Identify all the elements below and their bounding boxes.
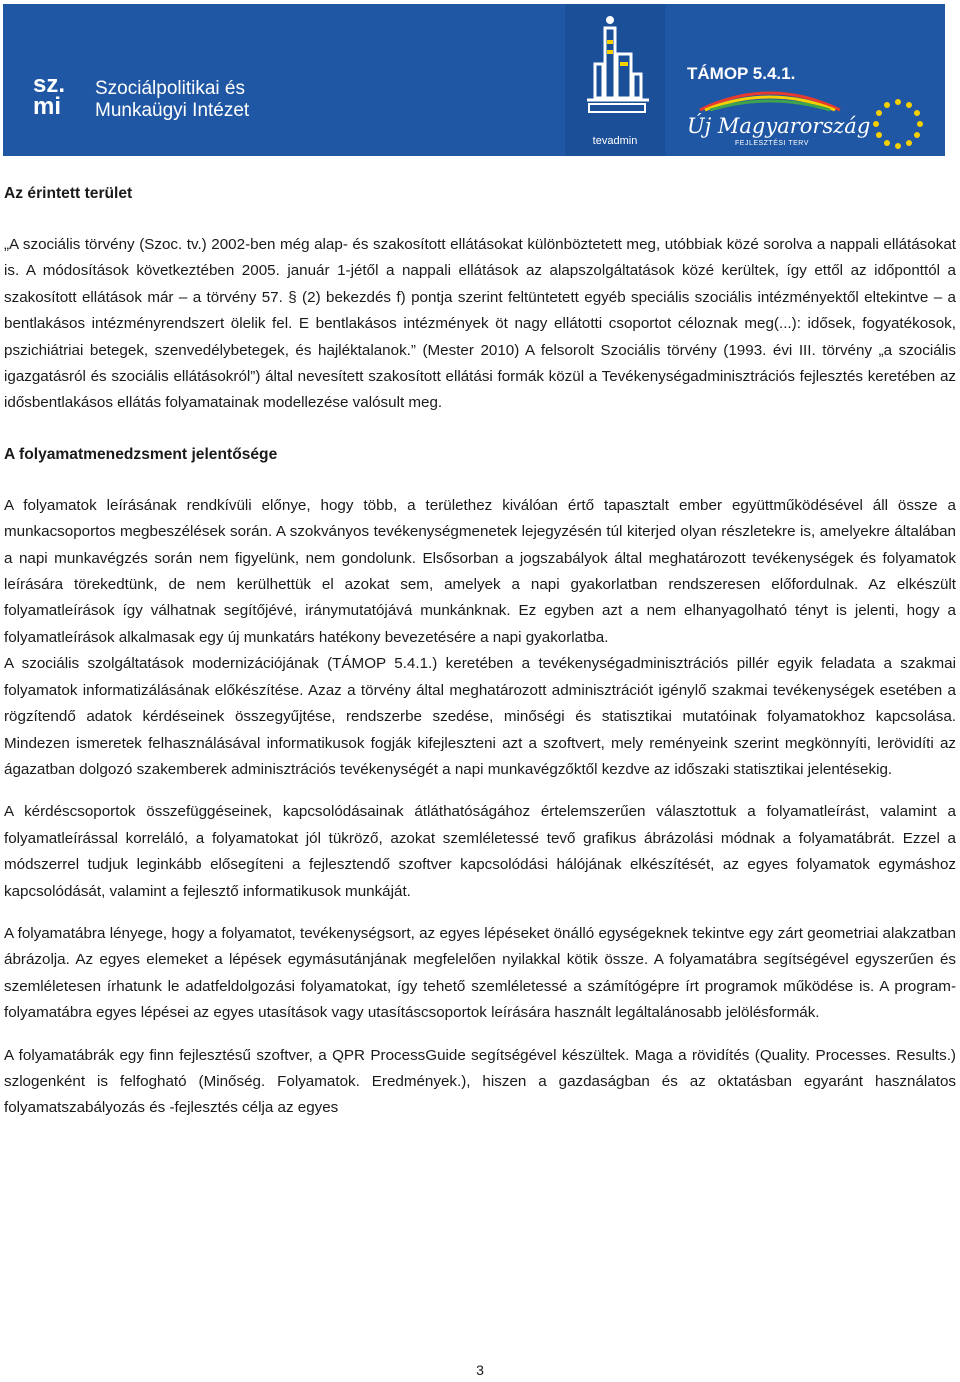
paragraph-question-groups: A kérdéscsoportok összefüggéseinek, kapcsolódásainak átláthatóságához értelemszerűen választottuk a folyamatleírást, valamint a folyamatleírással korreláló, a folyamatokat jól tükröző, azokat szemléletessé tevő grafikus ábrázolási módnak a folyamatábrát. Ezzel a módszerrel tudjuk leginkább elősegíteni a fejlesztendő szoftver kapcsolódási hálójának elkészítését, az egyes folyamatok egymáshoz kapcsolódását, valamint a fejlesztő informatikusok munkáját. xyxy=(4,803,956,900)
paragraph-qpr: A folyamatábrák egy finn fejlesztésű szoftver, a QPR ProcessGuide segítségével készültek. Maga a rövidítés (Quality. Processes. Results.) szlogenként is felfogható (Minőség. Folyamatok. Eredmények.), hiszen a gazdaságban és az oktatásban egyaránt használatos folyamatszabályozás és -fejlesztés célja az egyes xyxy=(4,1046,956,1117)
org-name-line1: Szociálpolitikai és xyxy=(95,78,245,99)
paragraph-process-advantages: A folyamatok leírásának rendkívüli előnye, hogy több, a területhez kiválóan értő tapasztalt ember együttműködésével áll össze a munkacsoportos megbeszélések során. A szokványos tevékenységmenetek lejegyzésén túl kiterjed olyan részletekre is, amelyekre általában a napi munkavégzés során nem figyelünk, nem gondolunk. Elsősorban a jogszabályok által meghatározott tevékenységek és folyamatok leírására törekedtünk, de nem kerülhettük el azokat sem, amelyek a napi gyakorlatban rendszeresen előfordulnak. Az elkészült folyamatleírások így válhatnak segítőjévé, iránymutatójává munkánknak. Ez egyben azt a nem elhanyagolható tényt is jelenti, hogy a folyamatleírások alkalmasak egy új munkatárs hatékony bevezetésére a napi gyakorlatba. xyxy=(4,496,956,646)
szmi-logo-mark xyxy=(33,71,91,126)
paragraph-modernization: A szociális szolgáltatások modernizációjának (TÁMOP 5.4.1.) keretében a tevékenységadminisztrációs pillér egyik feladata a szakmai folyamatok informatizálásának előkészítése. Azaz a törvény által meghatározott adminisztrációt igénylő szakmai tevékenységek esetében a rögzítendő adatok kérdéseinek összegyűjtése, rendszerbe szedése, minőségi és statisztikai mutatóinak folyamatokhoz kapcsolása. Mindezen ismeretek felhasználásával informatikusok fogják kifejleszteni azt a szoftvert, mely reményeink szerint megkönnyíti, lerövidíti az ágazatban dolgozó szakemberek adminisztrációs tevékenységét a napi munkavégzőktől kezdve az időszaki statisztikai jelentésekig. xyxy=(4,655,956,778)
fejlesztesi-terv-text: FEJLESZTÉSI TERV xyxy=(735,140,809,147)
tamop-label: TÁMOP 5.4.1. xyxy=(687,64,796,83)
org-name xyxy=(95,78,249,122)
uj-magyarorszag-logo xyxy=(677,106,871,152)
logo-letters-bottom: mi xyxy=(33,93,62,120)
paragraph-affected-area: „A szociális törvény (Szoc. tv.) 2002-ben még alap- és szakosított ellátásokat különböztetett meg, utóbbiak közé sorolva a nappali ellátásokat is. A módosítások következtében 2005. január 1-jétől a nappali ellátások az alapszolgáltatások közé kerültek, így ettől az időponttól a szakosított ellátások már – a törvény 57. § (2) bekezdés f) pontja szerint feltüntetett egyéb speciális szociális intézményektől eltekintve – a bentlakásos intézményrendszert ölelik fel. E bentlakásos intézmények öt nagy ellátotti csoportot céloznak meg(...): idősek, fogyatékosok, pszichiátriai betegek, szenvedélybetegek, és hajléktalanok.” (Mester 2010) A felsorolt Szociális törvény (1993. évi III. törvény „a szociális igazgatásról és szociális ellátásokról”) által nevesített szakosított ellátási formák közül a Tevékenységadminisztrációs fejlesztés keretében az idősbentlakásos ellátás folyamatainak modellezése valósult meg. xyxy=(4,236,956,412)
logo-letters-top: sz. xyxy=(33,71,66,98)
heading-affected-area: Az érintett terület xyxy=(4,185,133,202)
paragraph-flowchart: A folyamatábra lényege, hogy a folyamatot, tevékenységsort, az egyes lépéseket önálló egységeknek tekintve egy zárt geometriai alakzatban ábrázolja. Az egyes elemeket a lépések egymásutánjának megfelelően nyilakkal kötik össze. A folyamatábra segítségével egyszerűen és szemléletesen írhatunk le adatfeldolgozási folyamatokat, így tehető szemléletessé a számítógépre írt programok működése is. A program-folyamatábra egyes lépései az egyes utasítások vagy utasításcsoportok leírására használt legáltalánosabb jelölésformák. xyxy=(4,924,956,1022)
tevadmin-logo xyxy=(565,4,665,156)
page-number: 3 xyxy=(476,1362,484,1378)
tevadmin-building-icon xyxy=(565,4,665,134)
org-name-line2: Munkaügyi Intézet xyxy=(95,100,250,121)
uj-magyarorszag-text: Új Magyarország xyxy=(687,114,871,138)
document-body xyxy=(4,178,956,1122)
header-banner xyxy=(3,4,945,156)
heading-process-management: A folyamatmenedzsment jelentősége xyxy=(4,445,278,463)
eu-stars-icon xyxy=(863,94,933,154)
szmi-logo xyxy=(33,71,273,126)
tevadmin-label: tevadmin xyxy=(592,135,638,147)
